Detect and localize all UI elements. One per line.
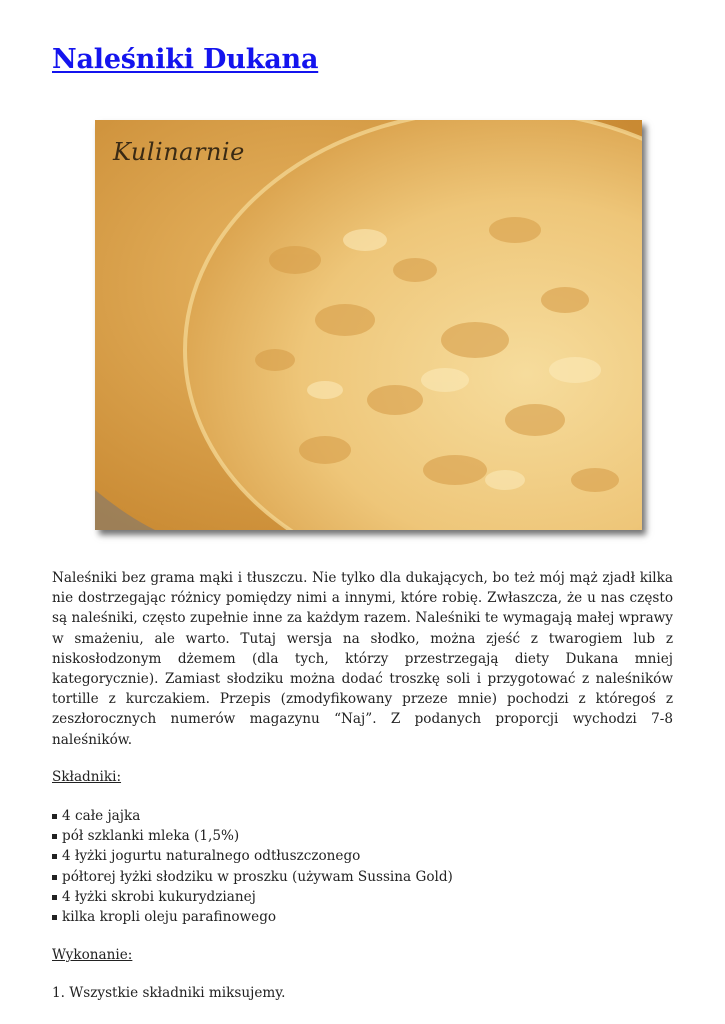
ingredients-list <box>52 806 673 927</box>
title-link[interactable]: Naleśniki Dukana <box>52 44 319 75</box>
list-item: 4 łyżki jogurtu naturalnego odtłuszczonego <box>52 846 673 866</box>
list-item: 4 łyżki skrobi kukurydzianej <box>52 887 673 907</box>
method-heading: Wykonanie: <box>52 947 133 964</box>
list-item: półtorej łyżki słodziku w proszku (używam Sussina Gold) <box>52 867 673 887</box>
list-item: kilka kropli oleju parafinowego <box>52 907 673 927</box>
page-title <box>52 44 318 75</box>
pancake-photo <box>95 120 642 530</box>
method-step: 1. Wszystkie składniki miksujemy. <box>52 985 286 1002</box>
watermark-logo: Kulinarnie <box>113 138 245 166</box>
intro-paragraph: Naleśniki bez grama mąki i tłuszczu. Nie tylko dla dukających, bo też mój mąż zjadł kilka nie dostrzegając różnicy pomiędzy nimi a innymi, które robię. Zwłaszcza, że u nas często są naleśniki, często zupełnie inne za każdym razem. Naleśniki te wymagają małej wprawy w smażeniu, ale warto. Tutaj wersja na słodko, można zjeść z twarogiem lub z niskosłodzonym dżemem (dla tych, którzy przestrzegają diety Dukana mniej kategorycznie). Zamiast słodziku można dodać troszkę soli i przygotować z naleśników tortille z kurczakiem. Przepis (zmodyfikowany przeze mnie) pochodzi z któregoś z zeszłorocznych numerów magazynu “Naj”. Z podanych proporcji wychodzi 7-8 naleśników. <box>52 570 673 748</box>
article-body <box>52 568 673 1004</box>
pancake-illustration <box>95 120 642 530</box>
ingredients-heading: Składniki: <box>52 768 122 785</box>
list-item: 4 całe jajka <box>52 806 673 826</box>
list-item: pół szklanki mleka (1,5%) <box>52 826 673 846</box>
